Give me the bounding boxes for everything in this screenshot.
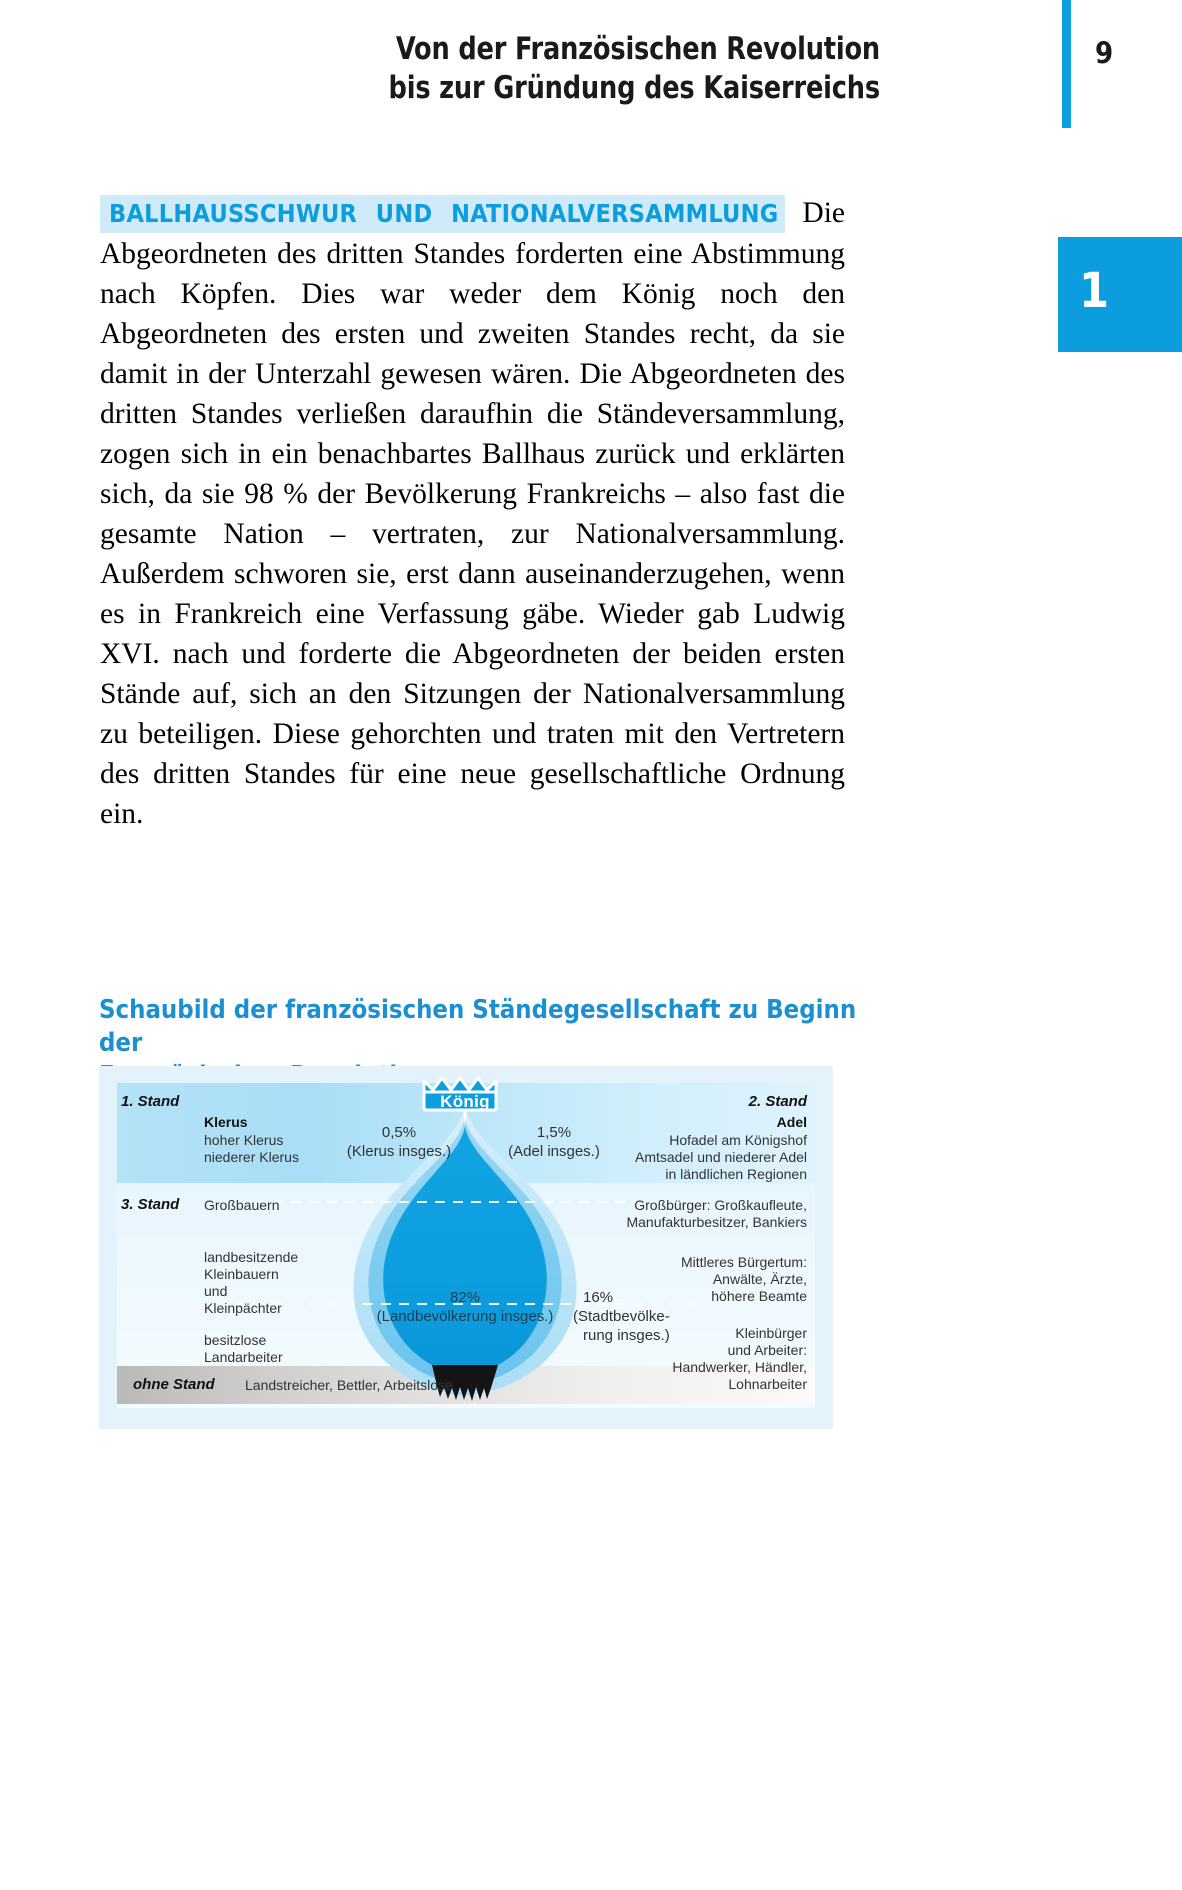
- page-number: 9: [1095, 36, 1114, 70]
- urban-group-kleinbuerger-line-2: und Arbeiter:: [727, 1342, 807, 1358]
- outcast-label: ohne Stand: [133, 1376, 215, 1393]
- figure-caption-line-1: Schaubild der französischen Ständegesellschaft zu Beginn der: [99, 995, 857, 1058]
- rural-group-grossbauern: Großbauern: [204, 1197, 280, 1213]
- urban-population-share: 16%: [583, 1289, 614, 1306]
- page-title-line-1: Von der Französischen Revolution: [395, 31, 880, 67]
- page-title: [291, 30, 880, 108]
- article-body: [100, 193, 845, 834]
- urban-group-grossbuerger-line-2: Manufakturbesitzer, Bankiers: [626, 1214, 807, 1230]
- chapter-tab-number: 1: [1078, 263, 1110, 319]
- article-paragraph-text: Die Abgeordneten des dritten Standes forderten eine Abstimmung nach Köpfen. Dies war weder dem König noch den Abgeordneten des ersten und zweiten Standes recht, da sie damit in der Unterzahl gewesen wären. Die Abgeordneten des dritten Standes verließen daraufhin die Ständeversammlung, zogen sich in ein benachbartes Ballhaus zurück und erklärten sich, da sie 98 % der Bevölkerung Frankreichs – also fast die gesamte Nation – vertraten, zur Nationalversammlung. Außerdem schworen sie, erst dann auseinanderzugehen, wenn es in Frankreich eine Verfassung gäbe. Wieder gab Ludwig XVI. nach und forderte die Abgeordneten der beiden ersten Stände auf, sich an den Sitzungen der Nationalversammlung zu beteiligen. Diese gehorchten und traten mit den Vertretern des dritten Standes für eine neue gesellschaftliche Ordnung ein.: [100, 197, 845, 830]
- first-estate-name: Klerus: [204, 1114, 248, 1130]
- urban-group-mittleres-line-1: Mittleres Bürgertum:: [680, 1254, 807, 1270]
- rural-group-landarbeiter-line-1: besitzlose: [204, 1332, 267, 1348]
- second-estate-member-1: Hofadel am Königshof: [669, 1132, 807, 1148]
- rural-population-share-note: (Landbevölkerung insges.): [376, 1308, 554, 1325]
- header-divider-rule: [1062, 0, 1071, 128]
- second-estate-member-2: Amtsadel und niederer Adel: [635, 1149, 807, 1165]
- urban-group-grossbuerger-line-1: Großbürger: Großkaufleute,: [634, 1197, 807, 1213]
- page-title-line-2: bis zur Gründung des Kaiserreichs: [388, 70, 880, 106]
- page-header: [0, 0, 1182, 130]
- crown-label: König: [440, 1092, 490, 1111]
- rural-group-kleinbauern-line-1: landbesitzende: [204, 1249, 299, 1265]
- estates-diagram: [99, 1066, 833, 1429]
- urban-group-kleinbuerger-line-4: Lohnarbeiter: [728, 1376, 807, 1392]
- first-estate-rank-label: 1. Stand: [121, 1093, 180, 1110]
- first-estate-share: 0,5%: [381, 1124, 417, 1141]
- first-estate-share-note: (Klerus insges.): [346, 1143, 452, 1160]
- crown-label-wrap: [419, 1079, 511, 1123]
- second-estate-share: 1,5%: [536, 1124, 572, 1141]
- rural-population-share: 82%: [449, 1289, 481, 1306]
- second-estate-rank-label: 2. Stand: [748, 1093, 807, 1110]
- chapter-tab[interactable]: [1058, 237, 1182, 352]
- rural-group-kleinbauern-line-4: Kleinpächter: [204, 1300, 282, 1316]
- urban-group-mittleres-line-3: höhere Beamte: [711, 1288, 807, 1304]
- rural-group-landarbeiter-line-2: Landarbeiter: [204, 1349, 283, 1365]
- third-estate-rank-label: 3. Stand: [121, 1196, 180, 1213]
- urban-group-kleinbuerger-line-1: Kleinbürger: [735, 1325, 807, 1341]
- rural-population-drop: [383, 1126, 547, 1376]
- rural-group-kleinbauern-line-2: Kleinbauern: [204, 1266, 279, 1282]
- second-estate-member-3: in ländlichen Regionen: [665, 1166, 807, 1182]
- first-estate-member-1: hoher Klerus: [204, 1132, 284, 1148]
- urban-group-kleinbuerger-line-3: Handwerker, Händler,: [672, 1359, 807, 1375]
- outcast-text: Landstreicher, Bettler, Arbeitslose: [245, 1377, 453, 1393]
- first-estate-member-2: niederer Klerus: [204, 1149, 299, 1165]
- second-estate-share-note: (Adel insges.): [508, 1143, 600, 1160]
- rural-group-kleinbauern-line-3: und: [204, 1283, 228, 1299]
- urban-population-share-note-line-1: (Stadtbevölke-: [573, 1308, 670, 1325]
- urban-population-share-note-line-2: rung insges.): [583, 1327, 670, 1344]
- article-paragraph: [100, 193, 845, 834]
- urban-group-mittleres-line-2: Anwälte, Ärzte,: [712, 1271, 807, 1287]
- lead-in-tag: BALLHAUSSCHWUR UND NATIONALVERSAMMLUNG: [100, 195, 785, 233]
- second-estate-name: Adel: [776, 1114, 807, 1130]
